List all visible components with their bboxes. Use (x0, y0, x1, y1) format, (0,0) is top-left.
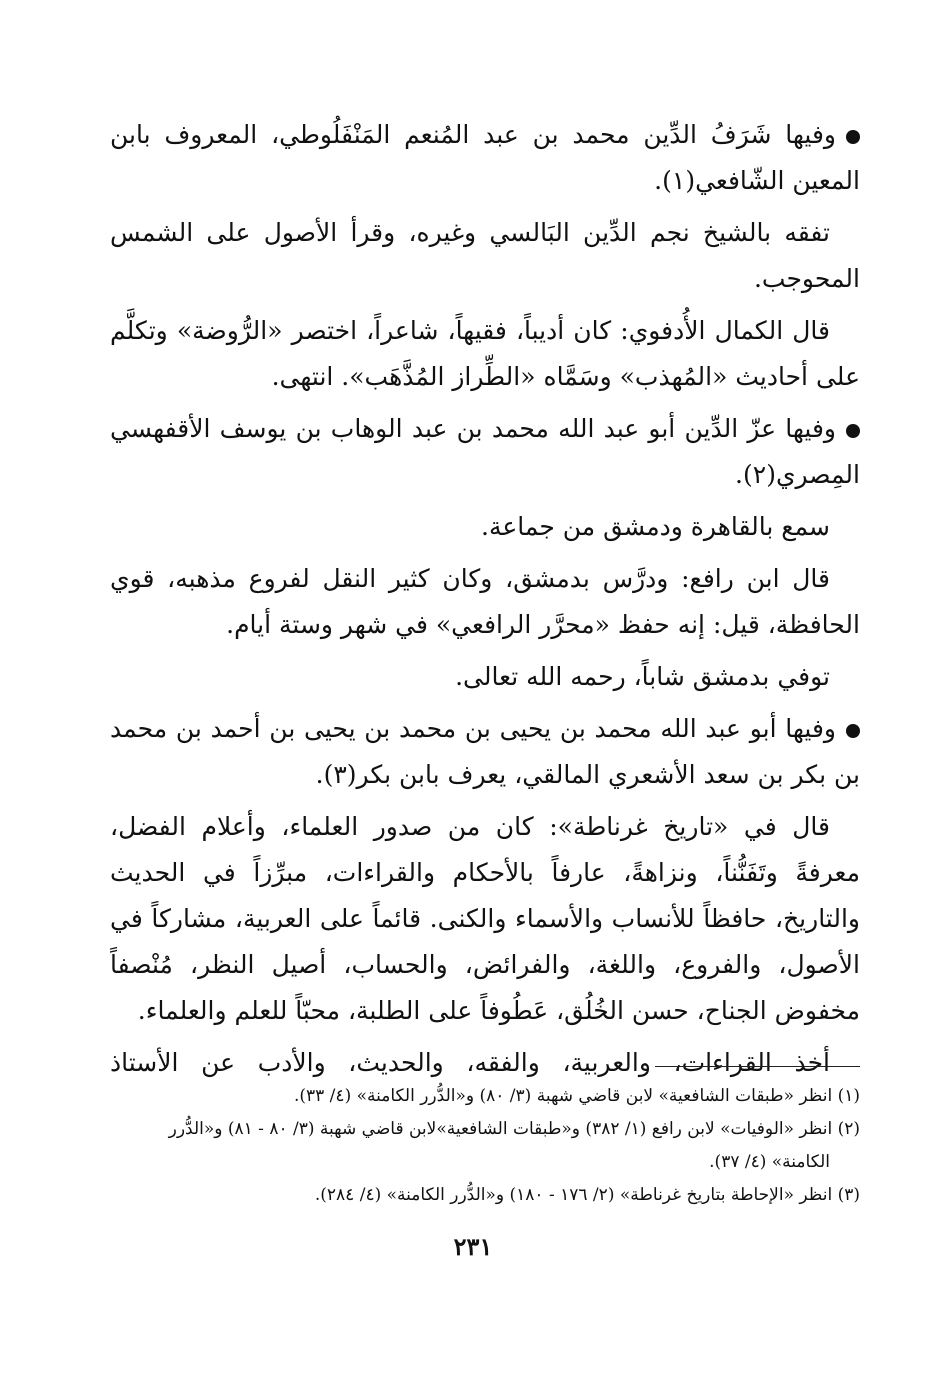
bullet-icon (846, 424, 860, 438)
paragraph-text: تفقه بالشيخ نجم الدِّين البَالسي وغيره، وقرأ الأصول على الشمس المحوجب. (110, 218, 860, 293)
paragraph-text: وفيها شَرَفُ الدِّين محمد بن عبد المُنعم المَنْفَلُوطي، المعروف بابن المعين الشّافعي(١). (110, 120, 860, 195)
paragraph-text: توفي بدمشق شاباً، رحمه الله تعالى. (455, 662, 830, 691)
paragraph-text: سمع بالقاهرة ودمشق من جماعة. (481, 512, 830, 541)
paragraph-text: قال في «تاريخ غرناطة»: كان من صدور العلماء، وأعلام الفضل، معرفةً وتَفَنُّناً، ونزاهةً، عارفاً بالأحكام والقراءات، مبرِّزاً في الحديث والتاريخ، حافظاً للأنساب والأسماء والكنى. قائماً على العربية، مشاركاً في الأصول، والفروع، واللغة، والفرائض، والحساب، أصيل النظر، مُنْصفاً مخفوض الجناح، حسن الخُلُق، عَطُوفاً على الطلبة، محبّاً للعلم والعلماء. (110, 812, 860, 1025)
footnotes (110, 1080, 860, 1212)
footnote-1: (١) انظر «طبقات الشافعية» لابن قاضي شهبة (٣/ ٨٠) و«الدُّرر الكامنة» (٤/ ٣٣). (293, 1086, 860, 1106)
bullet-icon (846, 724, 860, 738)
paragraph-7 (110, 654, 860, 700)
paragraph-8 (110, 706, 860, 798)
paragraph-9 (110, 804, 860, 1034)
paragraph-5 (110, 504, 860, 550)
paragraph-text: قال ابن رافع: ودرَّس بدمشق، وكان كثير النقل لفروع مذهبه، قوي الحافظة، قيل: إنه حفظ «محرَّر الرافعي» في شهر وستة أيام. (110, 564, 860, 639)
paragraph-2 (110, 210, 860, 302)
paragraph-text: أخذ القراءات، والعربية، والفقه، والحديث، والأدب عن الأستاذ (110, 1048, 830, 1077)
bullet-icon (846, 130, 860, 144)
paragraph-text: وفيها أبو عبد الله محمد بن يحيى بن محمد بن يحيى بن أحمد بن محمد بن بكر بن سعد الأشعري المالقي، يعرف بابن بكر(٣). (110, 714, 860, 789)
main-text (110, 112, 860, 1092)
paragraph-6 (110, 556, 860, 648)
paragraph-1 (110, 112, 860, 204)
footnote-divider (655, 1066, 860, 1067)
footnote-2-continuation: الكامنة» (٤/ ٣٧). (709, 1152, 830, 1172)
paragraph-text: قال الكمال الأُدفوي: كان أديباً، فقيهاً، شاعراً، اختصر «الرُّوضة» وتكلَّم على أحاديث «المُهذب» وسَمَّاه «الطِّراز المُذَّهَب». انتهى. (110, 316, 860, 391)
paragraph-text: وفيها عزّ الدِّين أبو عبد الله محمد بن عبد الوهاب بن يوسف الأقفهسي المِصري(٢). (110, 414, 860, 489)
page-number: ٢٣١ (453, 1232, 493, 1261)
footnote-3: (٣) انظر «الإحاطة بتاريخ غرناطة» (٢/ ١٧٦ - ١٨٠) و«الدُّرر الكامنة» (٤/ ٢٨٤). (314, 1185, 860, 1205)
paragraph-4 (110, 406, 860, 498)
paragraph-3 (110, 308, 860, 400)
footnote-2: (٢) انظر «الوفيات» لابن رافع (١/ ٣٨٢) و«طبقات الشافعية»لابن قاضي شهبة (٣/ ٨٠ - ٨١) و«الدُّرر (168, 1119, 860, 1139)
